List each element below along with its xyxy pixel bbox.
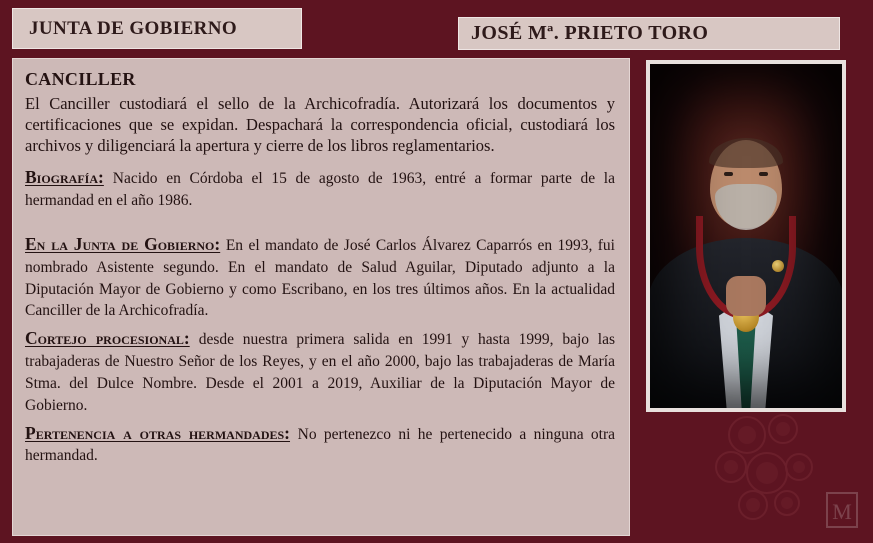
svg-text:M: M — [832, 499, 852, 524]
role-description: El Canciller custodiará el sello de la Archicofradía. Autorizará los documentos y certificaciones que se expidan. Despachará la correspondencia oficial, custodiará los archivos y diligenciará la apertura y cierre de los libros reglamentarios. — [25, 94, 615, 156]
person-name-label: JOSÉ Mª. PRIETO TORO — [471, 22, 709, 44]
section-cortejo-procesional-lead: Cortejo procesional: — [25, 328, 190, 349]
section-junta-de-gobierno-lead: En la Junta de Gobierno: — [25, 233, 221, 254]
portrait-lapel-pin — [772, 260, 784, 272]
portrait-photo — [650, 64, 842, 408]
section-junta-de-gobierno-text: En el mandato de José Carlos Álvarez Caparrós en 1993, fui nombrado Asistente segundo. En el mandato de Salud Aguilar, Diputado adjunto a la Diputación Mayor de Gobierno y como Escribano, en los tres últimos años. En la actualidad Canciller de la Archicofradía. — [25, 236, 615, 320]
person-name-banner — [458, 17, 840, 50]
section-biografia — [25, 166, 615, 211]
section-cortejo-procesional-text: desde nuestra primera salida en 1991 y hasta 1999, bajo las trabajaderas de Nuestro Señor de los Reyes, y en el año 2000, bajo las trabajaderas de María Stma. del Dulce Nombre. Desde el 2001 a 2019, Auxiliar de la Diputación Mayor de Gobierno. — [25, 331, 616, 414]
section-cortejo-procesional — [25, 327, 615, 415]
section-otras-hermandades — [25, 422, 615, 467]
section-biografia-lead: Biografía: — [25, 167, 104, 188]
section-banner-junta-de-gobierno — [12, 8, 302, 49]
biography-panel — [12, 58, 630, 536]
portrait-eye-left — [724, 172, 733, 176]
portrait-eye-right — [759, 172, 768, 176]
portrait-frame — [646, 60, 846, 412]
spacer — [25, 217, 615, 233]
portrait-neck — [726, 276, 766, 316]
section-banner-label: JUNTA DE GOBIERNO — [29, 17, 238, 39]
role-title: CANCILLER — [25, 69, 136, 89]
section-biografia-text: Nacido en Córdoba el 15 de agosto de 1963, entré a formar parte de la hermandad en el año 1986. — [25, 170, 615, 210]
section-junta-de-gobierno — [25, 233, 615, 321]
section-otras-hermandades-text: No pertenezco ni he pertenecido a ninguna otra hermandad. — [25, 425, 616, 465]
section-otras-hermandades-lead: Pertenencia a otras hermandades: — [25, 422, 291, 443]
